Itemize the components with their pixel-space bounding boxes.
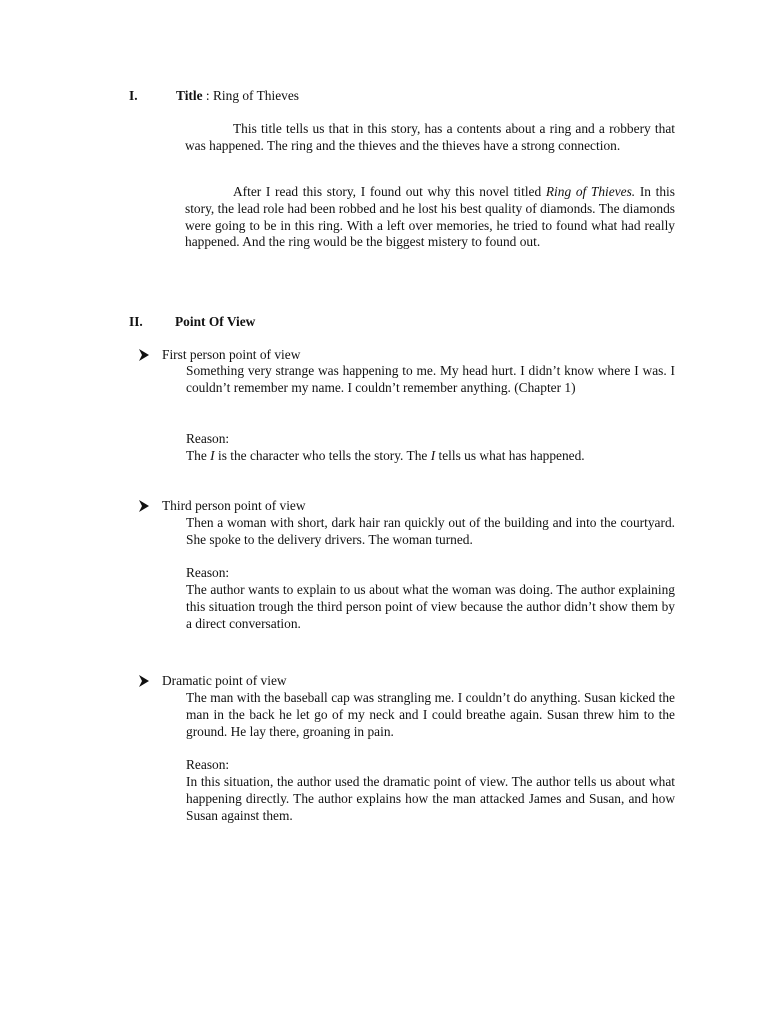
pov-quote-first-person: Something very strange was happening to me. My head hurt. I didn’t know where I was. I couldn’t remember my name. I couldn’t remember anything. (Chapter 1) <box>186 363 675 395</box>
section-1-number: I. <box>129 88 138 103</box>
title-reason-paragraph <box>185 184 675 251</box>
pronoun-italic: I <box>210 448 215 463</box>
section-1-heading <box>176 88 299 105</box>
pov-quote-dramatic: The man with the baseball cap was strangling me. I couldn’t do anything. Susan kicked the man in the back he let go of my neck and I could breathe again. Susan threw him to the ground. He lay there, groaning in pain. <box>186 690 675 739</box>
pov-reason-first-person <box>186 448 675 465</box>
reason-label: Reason: <box>186 565 230 580</box>
reason-text: The <box>186 448 211 463</box>
pov-reason-third-person: The author wants to explain to us about what the woman was doing. The author explaining this situation trough the third person point of view because the author didn’t show them by a direct conversation. <box>186 582 675 631</box>
arrow-bullet-icon <box>138 499 150 513</box>
title-value: Ring of Thieves <box>212 88 300 103</box>
novel-title-italic: Ring of Thieves. <box>545 184 636 199</box>
pov-quote-third-person: Then a woman with short, dark hair ran quickly out of the building and into the courtyard. She spoke to the delivery drivers. The woman turned. <box>186 515 675 547</box>
reason-label: Reason: <box>186 431 230 446</box>
reason-label: Reason: <box>186 757 230 772</box>
arrow-bullet-icon <box>138 674 150 688</box>
pov-label-dramatic: Dramatic point of view <box>162 673 287 688</box>
reason-text: is the character who tells the story. The <box>214 448 431 463</box>
title-label: Title <box>176 88 203 103</box>
title-separator: : <box>202 88 213 103</box>
section-2-heading: Point Of View <box>175 314 256 329</box>
para2-text-before: After I read this story, I found out why this novel titled <box>233 184 546 199</box>
arrow-bullet-icon <box>138 348 150 362</box>
section-2-number: II. <box>129 314 143 329</box>
title-explanation-paragraph: This title tells us that in this story, has a contents about a ring and a robbery that was happened. The ring and the thieves and the thieves have a strong connection. <box>185 121 675 153</box>
pov-label-first-person: First person point of view <box>162 347 301 362</box>
pronoun-italic: I <box>430 448 436 463</box>
para2-text-after: In this story, the lead role had been robbed and he lost his best quality of diamonds. The diamonds were going to be in this ring. With a left over memories, he tried to found what had really happened. And the ring would be the biggest mistery to found out. <box>185 184 675 250</box>
pov-reason-dramatic: In this situation, the author used the dramatic point of view. The author tells us about what happening directly. The author explains how the man attacked James and Susan, and how Susan against them. <box>186 774 675 823</box>
pov-label-third-person: Third person point of view <box>162 498 306 513</box>
reason-text: tells us what has happened. <box>435 448 585 463</box>
